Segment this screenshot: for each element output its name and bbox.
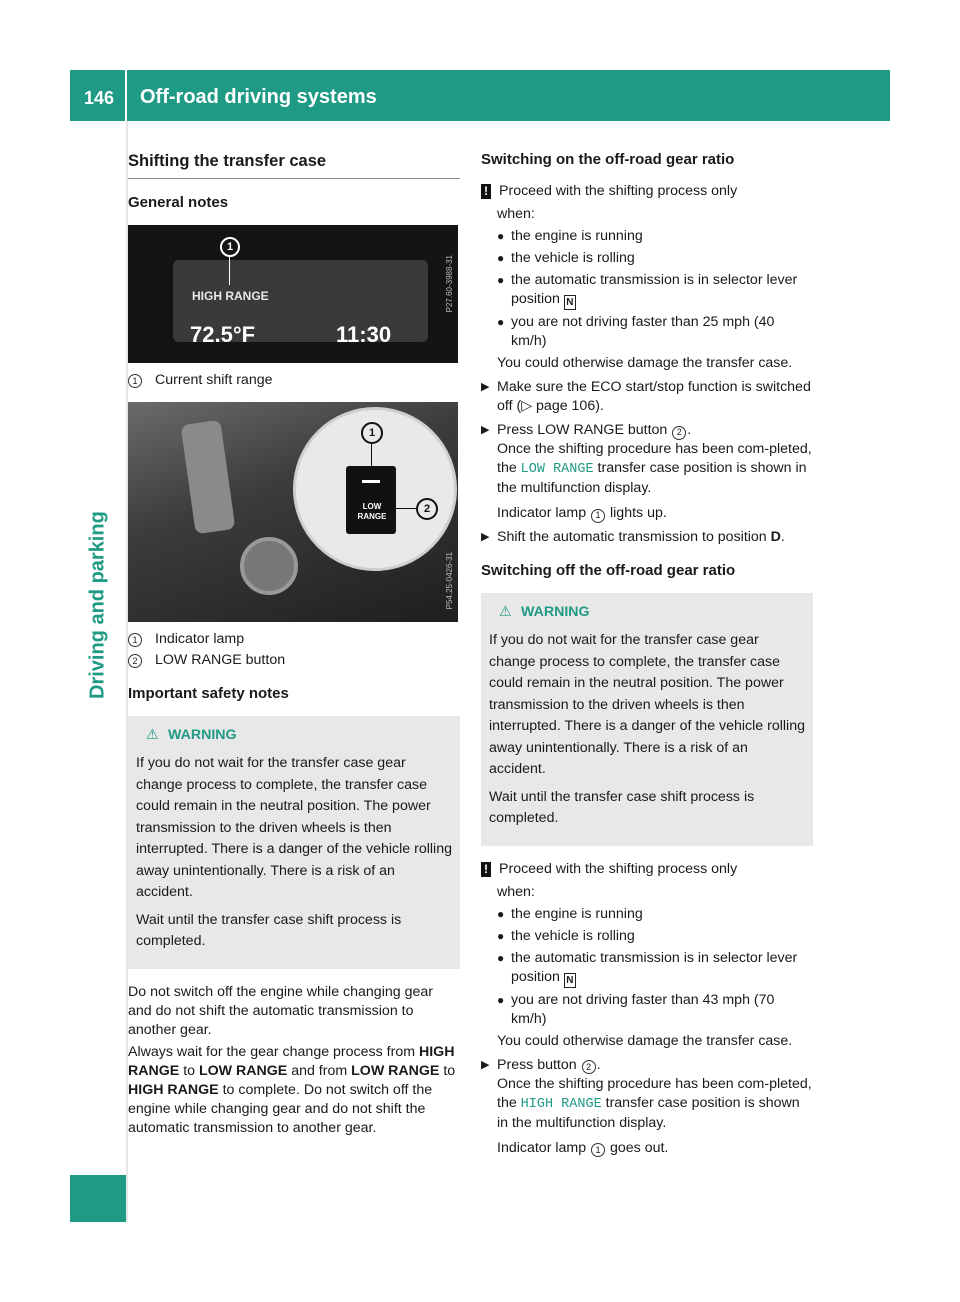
display-message: LOW RANGE — [520, 462, 594, 477]
text-span: . — [596, 1056, 601, 1073]
warning-title: WARNING — [521, 604, 590, 620]
list-item-text — [511, 949, 813, 988]
text-span: Make sure the ECO start/stop function is switched off ( — [497, 379, 811, 414]
body-paragraph: Do not switch off the engine while changing gear and do not shift the automatic transmission to another gear. — [128, 983, 433, 1038]
bold-term: LOW RANGE — [351, 1062, 440, 1079]
text-span: . — [780, 529, 785, 545]
clock-readout: 11:30 — [336, 322, 392, 347]
step-text — [497, 1056, 813, 1158]
controller-knob — [240, 537, 298, 595]
notice — [481, 860, 813, 879]
step-arrow-icon: ▶ — [481, 531, 490, 543]
image-code: P54.25-0426-31 — [445, 552, 454, 610]
leader-2 — [388, 508, 416, 509]
warning-advice: Wait until the transfer case shift process is completed. — [489, 788, 755, 826]
gear-n-icon: N — [564, 973, 576, 988]
notice-footer: You could otherwise damage the transfer case. — [497, 355, 793, 371]
spacer — [497, 1133, 813, 1139]
instruction-step — [481, 378, 813, 416]
list-item — [481, 949, 813, 988]
low-range-button-graphic — [346, 466, 396, 534]
text-span: the automatic transmission is in selector lever position — [511, 272, 798, 307]
instruction-step — [481, 528, 813, 547]
warning-box — [481, 593, 813, 846]
list-item — [481, 271, 813, 310]
callout-ref: 1 — [591, 509, 605, 523]
text-span: the automatic transmission is in selector lever position — [511, 949, 798, 985]
list-item-text: you are not driving faster than 25 mph (40 km/h) — [511, 314, 775, 349]
section-title: Shifting the transfer case — [128, 150, 460, 179]
page-number: 146 — [84, 88, 115, 108]
notice-text: when: — [497, 206, 535, 222]
bullet-icon: ● — [497, 992, 505, 1007]
warning-text: If you do not wait for the transfer case gear change process to complete, the transfer case could remain in the neutral position. The power transmission to the driven wheels is then interrupted. There is a danger of the vehicle rolling away unintentionally. There is a risk of an accident. — [136, 755, 452, 900]
text-span: Indicator lamp — [497, 505, 591, 521]
button-label: LOW RANGE — [357, 502, 387, 521]
text-span: Once the shifting procedure has been com-pleted, the — [497, 1075, 812, 1111]
instruction-step — [481, 1056, 813, 1158]
bullet-icon: ● — [497, 906, 505, 921]
text-span: Press LOW RANGE button — [497, 422, 672, 438]
left-column — [128, 150, 460, 1141]
warning-text: If you do not wait for the transfer case gear change process to complete, the transfer case could remain in the neutral position. The power transmission to the driven wheels is then interrupted. There is a danger of the vehicle rolling away unintentionally. There is a risk of an accident. — [489, 632, 805, 777]
text-span: Always wait for the gear change process from — [128, 1043, 419, 1060]
callout-ref: 2 — [672, 426, 686, 440]
text-span: lights up. — [606, 505, 667, 521]
indicator-lamp-graphic — [362, 480, 380, 483]
notice — [481, 182, 813, 201]
list-item-text: the vehicle is rolling — [511, 250, 635, 266]
text-span: goes out. — [606, 1139, 669, 1156]
bullet-icon: ● — [497, 950, 505, 965]
list-item — [481, 991, 813, 1029]
list-item-text: the engine is running — [511, 228, 643, 244]
text-span: Indicator lamp — [497, 1139, 591, 1156]
callout-ref: 2 — [582, 1060, 596, 1074]
warning-advice: Wait until the transfer case shift process is completed. — [136, 911, 402, 949]
bullet-icon: ● — [497, 928, 505, 943]
callout-1: 1 — [361, 422, 383, 444]
list-item-text: you are not driving faster than 43 mph (70 km/h) — [511, 991, 775, 1027]
notice-text: Proceed with the shifting process only — [499, 183, 738, 199]
multifunction-display-image — [128, 225, 458, 363]
text-span: ). — [595, 398, 604, 414]
bold-term: LOW RANGE — [198, 1062, 288, 1079]
instruction-step — [481, 421, 813, 523]
notice-text: when: — [497, 883, 535, 900]
text-span: to complete. Do not switch off the engine while changing gear and do not shift the automatic transmission to another gear. — [128, 1081, 433, 1136]
bold-term: HIGH RANGE — [128, 1081, 219, 1098]
legend-item — [128, 371, 460, 390]
step-text — [497, 528, 785, 547]
warning-heading — [489, 603, 805, 622]
right-column — [481, 150, 813, 1160]
notice-footer: You could otherwise damage the transfer case. — [497, 1032, 793, 1049]
corner-marker — [70, 1175, 126, 1222]
gear-n-icon: N — [564, 295, 576, 310]
step-arrow-icon: ▶ — [481, 381, 490, 393]
text-span: to — [439, 1062, 456, 1079]
leader-1 — [371, 444, 372, 476]
legend-item — [128, 630, 460, 649]
safety-notes-title: Important safety notes — [128, 685, 289, 702]
list-item-text: the engine is running — [511, 905, 643, 922]
legend-text: Current shift range — [155, 372, 273, 388]
temperature-readout: 72.5°F — [190, 322, 256, 347]
legend-number: 1 — [128, 633, 142, 647]
switching-off-title: Switching off the off-road gear ratio — [481, 562, 736, 579]
legend-item — [128, 651, 460, 670]
chapter-title: Off-road driving systems — [140, 86, 377, 108]
callout-ref: 1 — [591, 1143, 605, 1157]
step-arrow-icon: ▶ — [481, 1058, 490, 1071]
legend-number: 1 — [128, 374, 142, 388]
bullet-icon: ● — [497, 251, 505, 265]
bold-term: HIGH RANGE — [128, 1043, 455, 1079]
text-span: to — [179, 1062, 199, 1079]
notice-text: Proceed with the shifting process only — [499, 860, 738, 877]
list-item-text: the vehicle is rolling — [511, 927, 635, 944]
text-span: and from — [287, 1062, 352, 1079]
image-code: P27.60-3988-31 — [445, 255, 454, 313]
text-span: transfer case position is shown in the multifunction display. — [497, 460, 807, 496]
text-span: . — [687, 422, 692, 438]
zoom-detail — [293, 407, 457, 571]
list-item — [481, 227, 813, 246]
bullet-icon: ● — [497, 315, 505, 329]
list-item — [481, 905, 813, 924]
step-text — [497, 421, 813, 523]
list-item-text — [511, 271, 813, 310]
notice-icon: ! — [481, 184, 491, 199]
text-span: Once the shifting procedure has been com-pleted, the — [497, 441, 812, 476]
list-item — [481, 927, 813, 946]
callout-2: 2 — [416, 498, 438, 520]
warning-box — [128, 716, 460, 969]
callout-leader — [229, 257, 230, 285]
switching-on-title: Switching on the off-road gear ratio — [481, 151, 735, 168]
display-message: HIGH RANGE — [520, 1096, 602, 1112]
side-section-label: Driving and parking — [86, 511, 109, 699]
spacer — [497, 498, 813, 504]
step-text — [497, 378, 813, 416]
warning-triangle-icon: ⚠ — [146, 727, 159, 743]
warning-heading — [136, 726, 452, 745]
step-arrow-icon: ▶ — [481, 424, 490, 436]
legend-text: LOW RANGE button — [155, 652, 286, 668]
text-span: transfer case position is shown in the multifunction display. — [497, 1094, 800, 1131]
callout-1: 1 — [220, 237, 240, 257]
bullet-icon: ● — [497, 273, 505, 287]
list-item — [481, 249, 813, 268]
header-divider — [125, 70, 127, 121]
body-paragraph — [128, 1043, 460, 1138]
text-span: Shift the automatic transmission to position — [497, 529, 771, 545]
page-reference: ▷ page 106 — [521, 398, 596, 414]
general-notes-title: General notes — [128, 194, 229, 211]
notice-icon: ! — [481, 862, 491, 877]
bullet-icon: ● — [497, 229, 505, 243]
legend-number: 2 — [128, 654, 142, 668]
center-console-image — [128, 402, 458, 622]
list-item — [481, 313, 813, 351]
legend-text: Indicator lamp — [155, 631, 245, 647]
text-span: Press button — [497, 1056, 581, 1073]
warning-triangle-icon: ⚠ — [499, 604, 512, 620]
bold-term: D — [770, 529, 781, 545]
range-readout: HIGH RANGE — [192, 289, 269, 303]
warning-title: WARNING — [168, 727, 237, 743]
